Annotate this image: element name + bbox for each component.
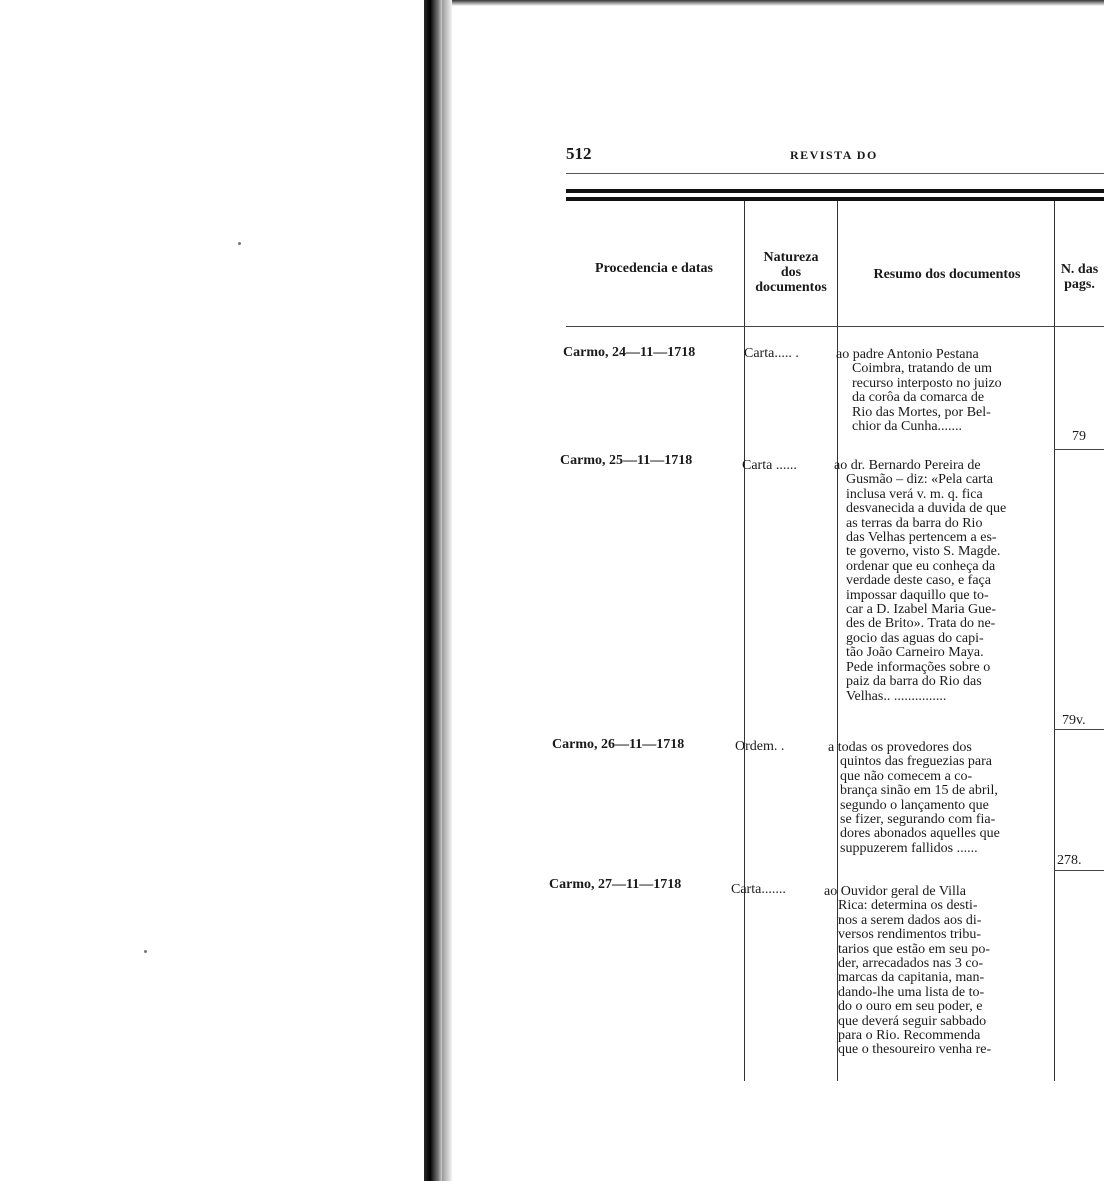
row-resumo: ao Ouvidor geral de Villa Rica: determina os desti- nos a serem dados aos di- versos rendimentos tribu- tarios que estão em seu po- der, arrecadados nas 3 co- marcas da capitania, man- dando-lhe uma lista de to- do o ouro em seu poder, e que deverá seguir sabbado para o Rio. Recommenda que o thesoureiro venha re- — [824, 884, 992, 1058]
table-top-rule — [566, 197, 1104, 201]
row-pags: 79v. — [1062, 713, 1086, 728]
table-top-rule — [566, 189, 1104, 193]
row-pags: 278. — [1057, 853, 1082, 868]
scan-speck — [238, 242, 241, 245]
page-number: 512 — [566, 144, 592, 163]
header-bottom-rule — [566, 326, 1104, 327]
header-rule — [566, 173, 1104, 174]
row-natureza: Carta ...... — [742, 458, 797, 473]
header-resumo: Resumo dos documentos — [873, 267, 1021, 282]
row-procedencia: Carmo, 24—11—1718 — [563, 345, 696, 360]
row-pags: 79 — [1072, 429, 1086, 444]
row-resumo: ao padre Antonio Pestana Coimbra, tratando de um recurso interposto no juizo da corôa da comarca de Rio das Mortes, por Bel- chior da Cunha....... — [836, 347, 1002, 435]
column-divider — [744, 201, 745, 1081]
row-natureza: Carta..... . — [744, 346, 799, 361]
column-divider — [1054, 201, 1055, 1081]
row-resumo: ao dr. Bernardo Pereira de Gusmão – diz: «Pela carta inclusa verá v. m. q. fica desvanecida a duvida de que as terras da barra do Rio das Velhas pertencem a es- te governo, visto S. Magde. ordenar que eu conheça da verdade deste caso, e faça impossar daquillo que to- car a D. Izabel Maria Gue- des de Brito». Trata do ne- gocio das aguas do capi- tão João Carneiro Maya. Pede informações sobre o paiz da barra do Rio das Velhas.. ............... — [834, 458, 1007, 704]
book-gutter — [424, 0, 442, 1181]
row-procedencia: Carmo, 26—11—1718 — [552, 737, 685, 752]
scan-speck — [144, 950, 147, 953]
book-gutter-shade — [442, 0, 452, 1181]
running-head: REVISTA DO — [790, 148, 878, 162]
row-resumo: a todas os provedores dos quintos das freguezias para que não comecem a co- brança sinão em 15 de abril, segundo o lançamento que se fizer, segurando com fia- dores abonados aquelles que suppuzerem fallidos ...... — [828, 740, 1000, 856]
header-natureza: Natureza dos documentos — [755, 250, 827, 295]
page-top-edge — [452, 0, 1104, 6]
row-natureza: Carta....... — [731, 882, 786, 897]
row-procedencia: Carmo, 27—11—1718 — [549, 877, 682, 892]
row-rule — [1054, 729, 1104, 730]
header-procedencia: Procedencia e datas — [595, 261, 713, 276]
row-natureza: Ordem. . — [735, 739, 785, 754]
header-pags: N. das pags. — [1060, 262, 1099, 292]
row-procedencia: Carmo, 25—11—1718 — [560, 453, 693, 468]
row-rule — [1054, 870, 1104, 871]
row-rule — [1054, 449, 1104, 450]
